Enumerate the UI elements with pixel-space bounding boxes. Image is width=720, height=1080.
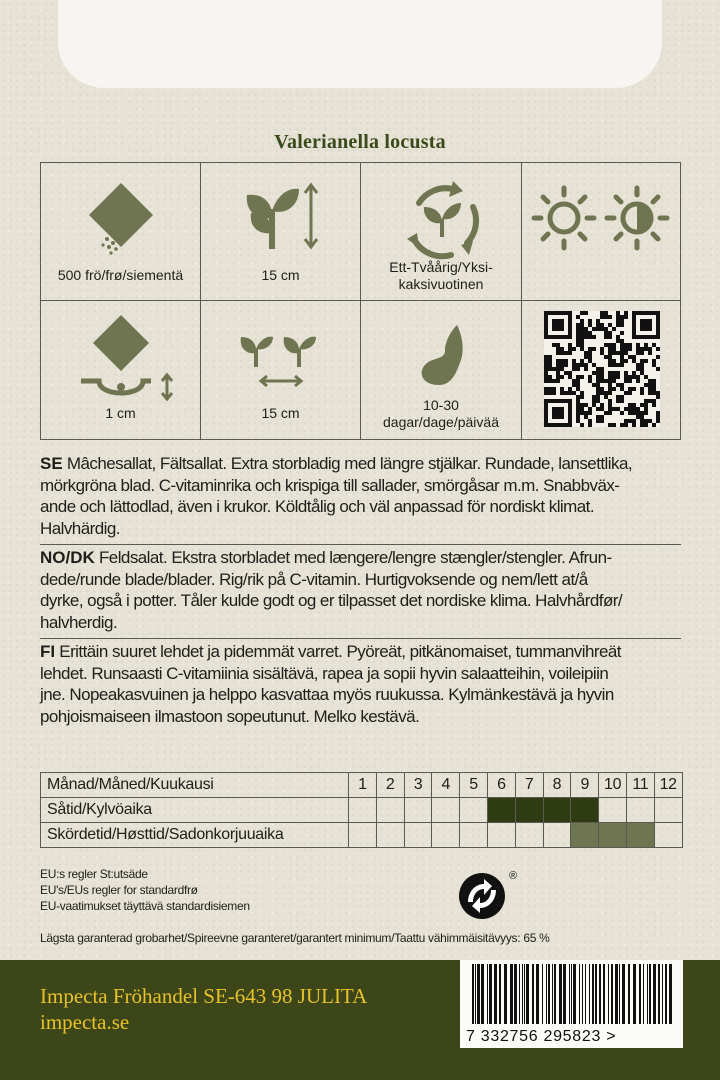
barcode-bars <box>460 960 683 1026</box>
month-7: 7 <box>515 773 543 798</box>
no-line-2: dede/runde blade/blader. Rig/rik på C-vitamin. Hurtigvoksende og nem/lett at/å <box>40 569 588 589</box>
calendar-empty-cell <box>460 798 488 823</box>
month-6: 6 <box>487 773 515 798</box>
calendar-empty-cell <box>654 798 682 823</box>
calendar-empty-cell <box>543 823 571 848</box>
se-line-3: ande och lättodlad, även i krukor. Köldtålig och väl anpassad för nordiskt klimat. <box>40 497 595 516</box>
germination-unit: dagar/dage/päivää <box>383 414 499 430</box>
fi-line-4: pohjoismaiseen ilmastoon sopeutunut. Melko kestävä. <box>40 706 420 726</box>
barcode-digits: 7 332756 295823 > <box>466 1028 617 1045</box>
month-5: 5 <box>460 773 488 798</box>
company-address: Impecta Fröhandel SE-643 98 JULITA <box>40 984 368 1008</box>
plant-height-cell <box>201 163 361 301</box>
calendar-empty-cell <box>626 798 654 823</box>
se-line-1: Mâchesallat, Fältsallat. Extra storbladig med längre stjälkar. Rundade, lansettlika, <box>62 454 633 473</box>
no-line-4: halvherdig. <box>40 612 118 632</box>
fi-line-1: Erittäin suuret lehdet ja pidemmät varret. Pyöreät, pitkänomaiset, tummanvihreät <box>55 642 621 661</box>
eu-rule-no: EU's/EUs regler for standardfrø <box>40 883 198 897</box>
divider <box>40 638 681 639</box>
calendar-empty-cell <box>432 798 460 823</box>
description-no-dk <box>40 547 690 633</box>
month-10: 10 <box>599 773 627 798</box>
plant-spacing-label: 15 cm <box>261 405 300 421</box>
calendar-active-cell <box>543 798 571 823</box>
registered-mark: ® <box>509 870 518 882</box>
calendar-empty-cell <box>349 823 377 848</box>
month-2: 2 <box>376 773 404 798</box>
month-12: 12 <box>654 773 682 798</box>
calendar-empty-cell <box>654 823 682 848</box>
calendar-empty-cell <box>404 823 432 848</box>
month-11: 11 <box>626 773 654 798</box>
calendar-active-cell <box>515 798 543 823</box>
month-9: 9 <box>571 773 599 798</box>
description-se <box>40 453 690 539</box>
calendar-header-label: Månad/Måned/Kuukausi <box>41 773 349 798</box>
calendar-empty-cell <box>404 798 432 823</box>
barcode <box>460 960 683 1048</box>
calendar-empty-cell <box>349 798 377 823</box>
sun-half-shade-icon <box>522 163 680 301</box>
seed-count-cell <box>41 163 201 301</box>
plant-spacing-cell <box>201 301 361 439</box>
green-dot-recycle-icon <box>457 869 519 923</box>
calendar-active-cell <box>487 798 515 823</box>
calendar-empty-cell <box>460 823 488 848</box>
month-1: 1 <box>349 773 377 798</box>
website-link[interactable]: impecta.se <box>40 1010 130 1034</box>
lifecycle-cell <box>361 163 522 301</box>
light-cell <box>522 163 680 301</box>
calendar-active-cell <box>571 823 599 848</box>
calendar-active-cell <box>626 823 654 848</box>
lang-code-no: NO/DK <box>40 548 95 567</box>
qr-cell[interactable] <box>522 301 680 439</box>
se-line-2: mörkgröna blad. C-vitaminrika och krispiga till sallader, smörgåsar m.m. Snabbväx- <box>40 475 620 495</box>
latin-name: Valerianella locusta <box>274 131 446 153</box>
calendar-active-cell <box>571 798 599 823</box>
germination-minimum: Lägsta garanterad grobarhet/Spireevne garanteret/garantert minimum/Taattu vähimmäisitävyys: 65 % <box>40 931 550 945</box>
month-4: 4 <box>432 773 460 798</box>
fi-line-3: jne. Nopeakasvuinen ja helppo kasvattaa myös ruukussa. Kylmänkestävä ja hyvin <box>40 685 614 704</box>
month-3: 3 <box>404 773 432 798</box>
calendar-empty-cell <box>432 823 460 848</box>
fi-line-2: lehdet. Runsaasti C-vitamiinia sisältävä, rapea ja sopii hyvin salaatteihin, voileipiin <box>40 663 609 683</box>
hang-hole <box>58 0 662 88</box>
seed-count-label: 500 frö/frø/siementä <box>57 267 184 283</box>
calendar-row-label: Skördetid/Høsttid/Sadonkorjuuaika <box>41 823 349 848</box>
calendar-empty-cell <box>515 823 543 848</box>
sowing-depth-cell <box>41 301 201 439</box>
calendar-active-cell <box>599 823 627 848</box>
calendar-empty-cell <box>376 798 404 823</box>
sowing-depth-label: 1 cm <box>105 405 136 421</box>
qr-code-icon[interactable] <box>544 311 660 427</box>
calendar-empty-cell <box>487 823 515 848</box>
germination-days: 10-30 <box>423 397 459 413</box>
lang-code-fi: FI <box>40 642 56 661</box>
se-line-4: Halvhärdig. <box>40 518 120 538</box>
divider <box>40 544 681 545</box>
calendar-empty-cell <box>376 823 404 848</box>
description-fi <box>40 641 690 727</box>
lang-code-se: SE <box>40 454 63 473</box>
calendar-empty-cell <box>599 798 627 823</box>
month-8: 8 <box>543 773 571 798</box>
calendar-row-label: Såtid/Kylvöaika <box>41 798 349 823</box>
eu-rules <box>40 866 250 914</box>
germination-cell <box>361 301 522 439</box>
lifecycle-label-1: Ett-Tvåårig/Yksi- <box>389 259 493 275</box>
no-line-1: Feldsalat. Ekstra storbladet med længere/lengre stængler/stengler. Afrun- <box>94 548 612 567</box>
eu-rule-fi: EU-vaatimukset täyttävä standardisiemen <box>40 899 250 913</box>
no-line-3: dyrke, også i potter. Tåler kulde godt og er tilpasset det nordiske klima. Halvhårdfør/ <box>40 591 623 610</box>
plant-height-label: 15 cm <box>261 267 300 283</box>
eu-rule-se: EU:s regler St:utsäde <box>40 867 148 881</box>
icon-grid <box>40 162 681 440</box>
sowing-harvest-calendar <box>40 772 683 848</box>
lifecycle-label-2: kaksivuotinen <box>398 276 484 292</box>
